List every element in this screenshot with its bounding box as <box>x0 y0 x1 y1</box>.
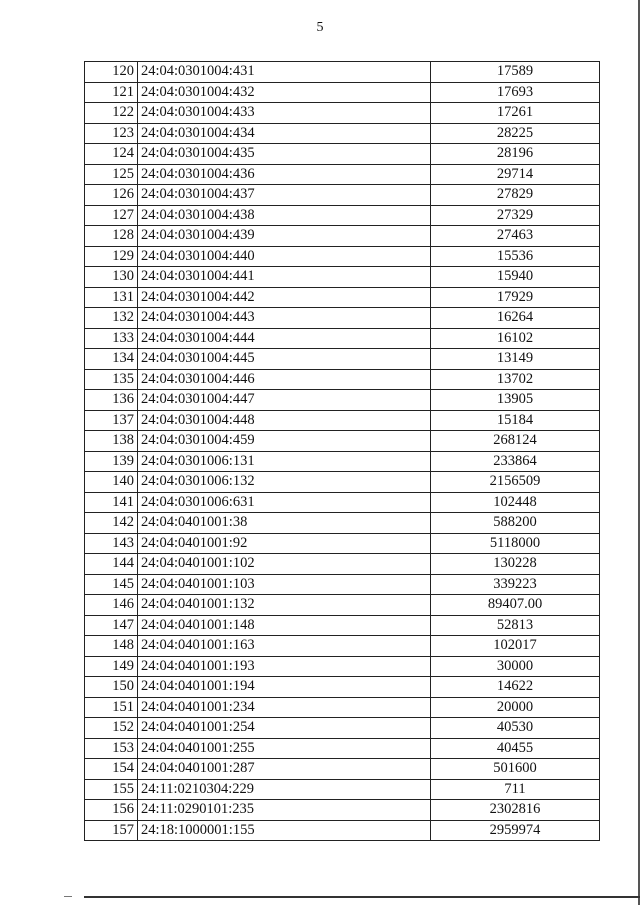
row-number-cell: 123 <box>85 123 138 144</box>
cadastral-number-cell: 24:04:0301004:444 <box>138 328 431 349</box>
area-cell: 501600 <box>431 759 600 780</box>
row-number-cell: 150 <box>85 677 138 698</box>
area-cell: 27463 <box>431 226 600 247</box>
row-number-cell: 120 <box>85 62 138 83</box>
table-row <box>85 574 600 595</box>
cadastral-number-cell: 24:04:0301004:443 <box>138 308 431 329</box>
row-number-cell: 128 <box>85 226 138 247</box>
cadastral-number-cell: 24:04:0401001:234 <box>138 697 431 718</box>
row-number-cell: 129 <box>85 246 138 267</box>
row-number-cell: 133 <box>85 328 138 349</box>
area-cell: 16264 <box>431 308 600 329</box>
cadastral-number-cell: 24:04:0301004:447 <box>138 390 431 411</box>
table-row <box>85 779 600 800</box>
area-cell: 27329 <box>431 205 600 226</box>
cadastral-table <box>84 61 600 841</box>
row-number-cell: 124 <box>85 144 138 165</box>
row-number-cell: 134 <box>85 349 138 370</box>
row-number-cell: 154 <box>85 759 138 780</box>
table-row <box>85 759 600 780</box>
page-number: 5 <box>316 20 324 35</box>
area-cell: 5118000 <box>431 533 600 554</box>
footer-rule <box>84 896 640 898</box>
table-row <box>85 431 600 452</box>
area-cell: 17929 <box>431 287 600 308</box>
cadastral-number-cell: 24:04:0301004:459 <box>138 431 431 452</box>
area-cell: 17261 <box>431 103 600 124</box>
row-number-cell: 140 <box>85 472 138 493</box>
area-cell: 40530 <box>431 718 600 739</box>
cadastral-number-cell: 24:04:0401001:132 <box>138 595 431 616</box>
row-number-cell: 131 <box>85 287 138 308</box>
cadastral-number-cell: 24:04:0301004:442 <box>138 287 431 308</box>
cadastral-number-cell: 24:04:0401001:254 <box>138 718 431 739</box>
area-cell: 17589 <box>431 62 600 83</box>
row-number-cell: 142 <box>85 513 138 534</box>
row-number-cell: 132 <box>85 308 138 329</box>
area-cell: 27829 <box>431 185 600 206</box>
area-cell: 40455 <box>431 738 600 759</box>
row-number-cell: 125 <box>85 164 138 185</box>
row-number-cell: 141 <box>85 492 138 513</box>
area-cell: 102017 <box>431 636 600 657</box>
table-body <box>85 62 600 841</box>
area-cell: 233864 <box>431 451 600 472</box>
table-row <box>85 308 600 329</box>
table-row <box>85 800 600 821</box>
cadastral-number-cell: 24:04:0401001:255 <box>138 738 431 759</box>
table-row <box>85 451 600 472</box>
cadastral-number-cell: 24:04:0301004:433 <box>138 103 431 124</box>
row-number-cell: 135 <box>85 369 138 390</box>
cadastral-number-cell: 24:11:0210304:229 <box>138 779 431 800</box>
area-cell: 89407.00 <box>431 595 600 616</box>
row-number-cell: 152 <box>85 718 138 739</box>
area-cell: 28225 <box>431 123 600 144</box>
area-cell: 17693 <box>431 82 600 103</box>
area-cell: 20000 <box>431 697 600 718</box>
row-number-cell: 130 <box>85 267 138 288</box>
area-cell: 13905 <box>431 390 600 411</box>
cadastral-number-cell: 24:04:0301004:437 <box>138 185 431 206</box>
area-cell: 711 <box>431 779 600 800</box>
table-row <box>85 82 600 103</box>
table-row <box>85 697 600 718</box>
area-cell: 15184 <box>431 410 600 431</box>
table-row <box>85 226 600 247</box>
cadastral-number-cell: 24:04:0301004:440 <box>138 246 431 267</box>
cadastral-number-cell: 24:04:0301004:446 <box>138 369 431 390</box>
area-cell: 268124 <box>431 431 600 452</box>
area-cell: 16102 <box>431 328 600 349</box>
area-cell: 15536 <box>431 246 600 267</box>
row-number-cell: 137 <box>85 410 138 431</box>
row-number-cell: 121 <box>85 82 138 103</box>
cadastral-number-cell: 24:04:0401001:103 <box>138 574 431 595</box>
table-row <box>85 472 600 493</box>
cadastral-number-cell: 24:04:0401001:194 <box>138 677 431 698</box>
cadastral-number-cell: 24:04:0401001:193 <box>138 656 431 677</box>
cadastral-number-cell: 24:04:0301006:631 <box>138 492 431 513</box>
cadastral-number-cell: 24:04:0301004:432 <box>138 82 431 103</box>
table-row <box>85 144 600 165</box>
area-cell: 13149 <box>431 349 600 370</box>
area-cell: 52813 <box>431 615 600 636</box>
cadastral-number-cell: 24:04:0301004:435 <box>138 144 431 165</box>
row-number-cell: 157 <box>85 820 138 841</box>
row-number-cell: 139 <box>85 451 138 472</box>
area-cell: 29714 <box>431 164 600 185</box>
table-row <box>85 636 600 657</box>
row-number-cell: 122 <box>85 103 138 124</box>
cadastral-number-cell: 24:04:0301004:448 <box>138 410 431 431</box>
row-number-cell: 143 <box>85 533 138 554</box>
table-row <box>85 267 600 288</box>
table-row <box>85 185 600 206</box>
table-row <box>85 103 600 124</box>
table-row <box>85 513 600 534</box>
cadastral-number-cell: 24:04:0401001:38 <box>138 513 431 534</box>
cadastral-number-cell: 24:04:0301004:439 <box>138 226 431 247</box>
table-row <box>85 677 600 698</box>
area-cell: 130228 <box>431 554 600 575</box>
cadastral-number-cell: 24:04:0301006:131 <box>138 451 431 472</box>
table-row <box>85 369 600 390</box>
row-number-cell: 145 <box>85 574 138 595</box>
row-number-cell: 153 <box>85 738 138 759</box>
footer-mark <box>64 896 72 897</box>
table-row <box>85 492 600 513</box>
area-cell: 13702 <box>431 369 600 390</box>
area-cell: 2156509 <box>431 472 600 493</box>
table-row <box>85 533 600 554</box>
table-row <box>85 595 600 616</box>
row-number-cell: 136 <box>85 390 138 411</box>
area-cell: 339223 <box>431 574 600 595</box>
area-cell: 14622 <box>431 677 600 698</box>
cadastral-number-cell: 24:04:0301004:441 <box>138 267 431 288</box>
table-row <box>85 615 600 636</box>
table-row <box>85 328 600 349</box>
cadastral-number-cell: 24:04:0301004:436 <box>138 164 431 185</box>
cadastral-number-cell: 24:04:0401001:287 <box>138 759 431 780</box>
table-row <box>85 820 600 841</box>
row-number-cell: 156 <box>85 800 138 821</box>
table-row <box>85 718 600 739</box>
table-row <box>85 656 600 677</box>
cadastral-number-cell: 24:04:0301004:445 <box>138 349 431 370</box>
table-row <box>85 62 600 83</box>
cadastral-number-cell: 24:04:0301006:132 <box>138 472 431 493</box>
cadastral-number-cell: 24:04:0401001:102 <box>138 554 431 575</box>
row-number-cell: 149 <box>85 656 138 677</box>
area-cell: 28196 <box>431 144 600 165</box>
table-row <box>85 164 600 185</box>
cadastral-number-cell: 24:04:0401001:163 <box>138 636 431 657</box>
cadastral-number-cell: 24:04:0401001:148 <box>138 615 431 636</box>
table-row <box>85 390 600 411</box>
area-cell: 588200 <box>431 513 600 534</box>
table-row <box>85 287 600 308</box>
table-row <box>85 123 600 144</box>
cadastral-number-cell: 24:18:1000001:155 <box>138 820 431 841</box>
row-number-cell: 146 <box>85 595 138 616</box>
area-cell: 2959974 <box>431 820 600 841</box>
row-number-cell: 138 <box>85 431 138 452</box>
table-row <box>85 349 600 370</box>
row-number-cell: 155 <box>85 779 138 800</box>
area-cell: 30000 <box>431 656 600 677</box>
table-row <box>85 554 600 575</box>
cadastral-number-cell: 24:11:0290101:235 <box>138 800 431 821</box>
table-row <box>85 738 600 759</box>
area-cell: 15940 <box>431 267 600 288</box>
row-number-cell: 148 <box>85 636 138 657</box>
area-cell: 102448 <box>431 492 600 513</box>
cadastral-number-cell: 24:04:0301004:431 <box>138 62 431 83</box>
table-row <box>85 410 600 431</box>
cadastral-number-cell: 24:04:0401001:92 <box>138 533 431 554</box>
row-number-cell: 127 <box>85 205 138 226</box>
cadastral-number-cell: 24:04:0301004:434 <box>138 123 431 144</box>
row-number-cell: 147 <box>85 615 138 636</box>
table-row <box>85 246 600 267</box>
row-number-cell: 144 <box>85 554 138 575</box>
table-row <box>85 205 600 226</box>
area-cell: 2302816 <box>431 800 600 821</box>
row-number-cell: 126 <box>85 185 138 206</box>
row-number-cell: 151 <box>85 697 138 718</box>
cadastral-number-cell: 24:04:0301004:438 <box>138 205 431 226</box>
